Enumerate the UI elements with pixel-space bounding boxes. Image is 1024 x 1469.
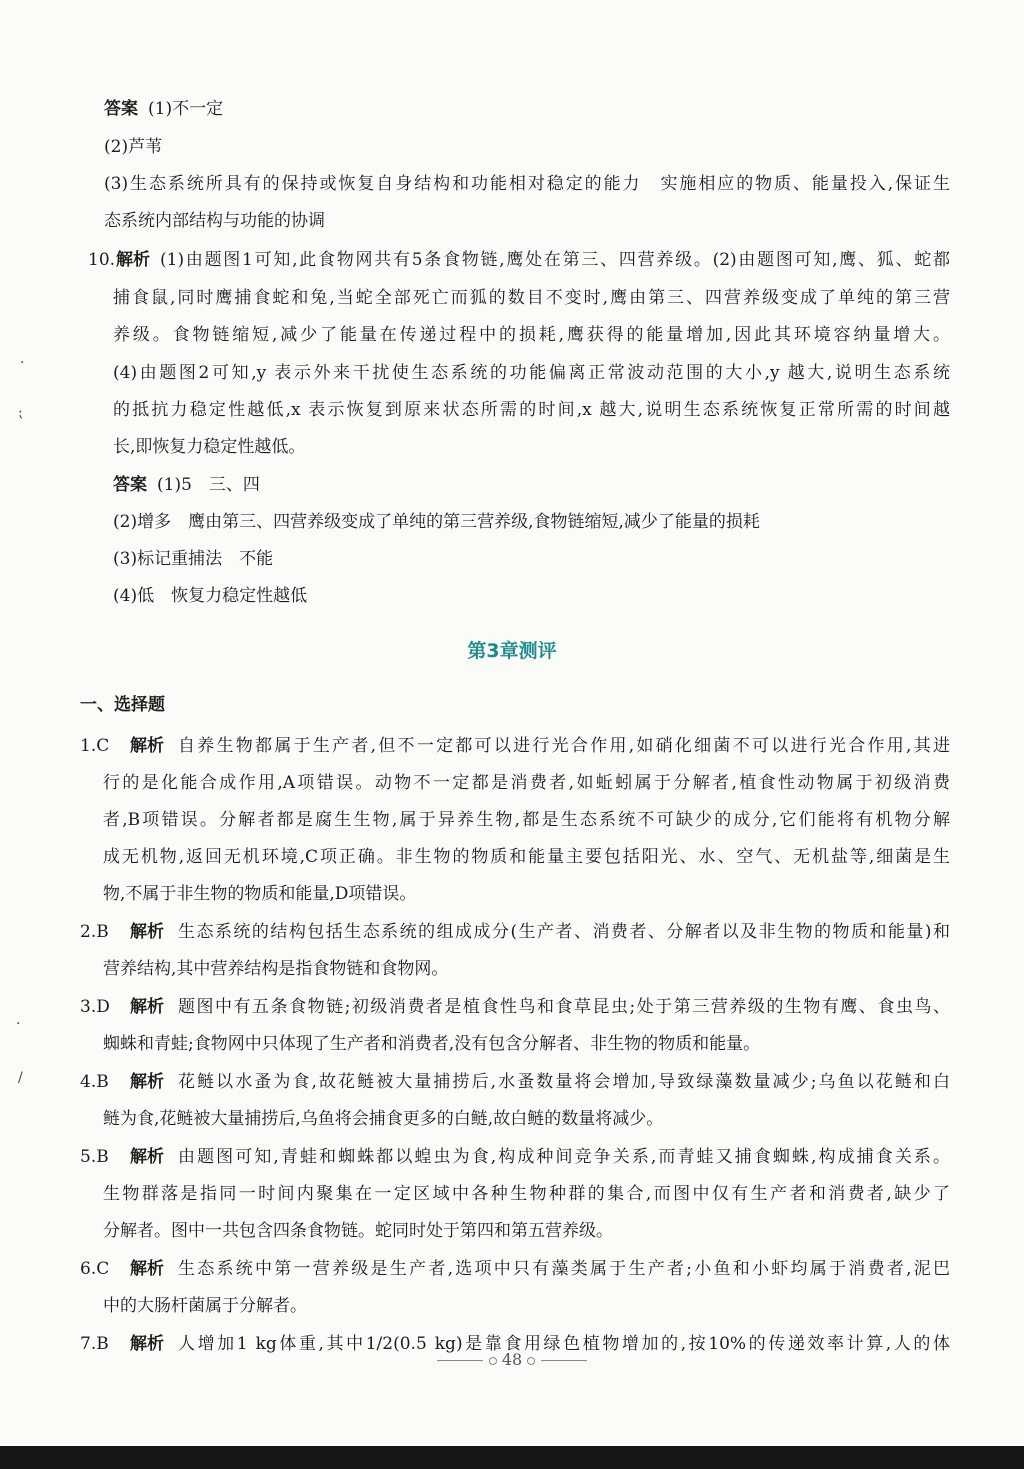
analysis-line: (4)由题图2可知,y 表示外来干扰使生态系统的功能偏离正常波动范围的大小,y 越大,说明生态系统 (113, 363, 950, 383)
scan-edge-bar (0, 1446, 1024, 1469)
answer-line: (3)标记重捕法 不能 (113, 549, 274, 569)
answer-line: 态系统内部结构与功能的协调 (104, 211, 325, 231)
item-number: 7.B (80, 1334, 109, 1354)
answer-line: (3)生态系统所具有的保持或恢复自身结构和功能相对稳定的能力 实施相应的物质、能量投入,保证生 (104, 174, 950, 194)
scan-speck: ⁏ (18, 405, 23, 421)
item-number: 6.C (80, 1259, 110, 1279)
item-number: 2.B (80, 922, 109, 942)
item-number: 4.B (80, 1072, 109, 1092)
analysis-line: 蜘蛛和青蛙;食物网中只体现了生产者和消费者,没有包含分解者、非生物的物质和能量。 (103, 1034, 761, 1054)
scan-speck: · (16, 1016, 21, 1032)
analysis-line: 人增加1 kg体重,其中1/2(0.5 kg)是靠食用绿色植物增加的,按10%的传递效率计算,人的体 (178, 1334, 950, 1354)
analysis-label: 解析 (130, 736, 164, 756)
analysis-label: 解析 (130, 1147, 164, 1167)
item-number: 3.D (80, 997, 110, 1017)
analysis-line: 生态系统中第一营养级是生产者,选项中只有藻类属于生产者;小鱼和小虾均属于消费者,泥巴 (178, 1259, 950, 1279)
analysis-line: (1)由题图1可知,此食物网共有5条食物链,鹰处在第三、四营养级。(2)由题图可知,鹰、狐、蛇都 (160, 250, 950, 270)
analysis-label: 解析 (116, 250, 150, 270)
analysis-line: 分解者。图中一共包含四条食物链。蛇同时处于第四和第五营养级。 (103, 1221, 613, 1241)
analysis-label: 解析 (130, 1072, 164, 1092)
analysis-line: 长,即恢复力稳定性越低。 (113, 437, 306, 457)
analysis-line: 物,不属于非生物的物质和能量,D项错误。 (103, 884, 417, 904)
scan-speck: · (20, 355, 25, 371)
answer-line: (4)低 恢复力稳定性越低 (113, 586, 308, 606)
analysis-line: 者,B项错误。分解者都是腐生生物,属于异养生物,都是生态系统不可缺少的成分,它们能将有机物分解 (103, 810, 950, 830)
chapter-title: 第3章测评 (467, 640, 557, 662)
page-footer (0, 1350, 1024, 1369)
analysis-line: 生物群落是指同一时间内聚集在一定区域中各种生物种群的集合,而图中仅有生产者和消费者,缺少了 (103, 1184, 950, 1204)
analysis-label: 解析 (130, 1334, 164, 1354)
page-number: 48 (501, 1350, 523, 1369)
analysis-line: 生态系统的结构包括生态系统的组成成分(生产者、消费者、分解者以及非生物的物质和能量)和 (178, 922, 950, 942)
answer-line: (2)增多 鹰由第三、四营养级变成了单纯的第三营养级,食物链缩短,减少了能量的损耗 (113, 512, 760, 532)
analysis-line: 题图中有五条食物链;初级消费者是植食性鸟和食草昆虫;处于第三营养级的生物有鹰、食虫鸟、 (178, 997, 950, 1017)
item-number: 1.C (80, 736, 110, 756)
scan-speck: / (18, 1070, 23, 1086)
analysis-line: 捕食鼠,同时鹰捕食蛇和兔,当蛇全部死亡而狐的数目不变时,鹰由第三、四营养级变成了单纯的第三营 (113, 288, 950, 308)
analysis-line: 由题图可知,青蛙和蜘蛛都以蝗虫为食,构成种间竞争关系,而青蛙又捕食蜘蛛,构成捕食关系。 (178, 1147, 950, 1167)
section-title: 一、选择题 (80, 695, 165, 715)
analysis-label: 解析 (130, 922, 164, 942)
answer-line: (1)5 三、四 (157, 475, 260, 495)
item-number: 5.B (80, 1147, 109, 1167)
footer-rule (437, 1360, 483, 1361)
analysis-line: 成无机物,返回无机环境,C项正确。非生物的物质和能量主要包括阳光、水、空气、无机盐等,细菌是生 (103, 847, 950, 867)
footer-rule (541, 1360, 587, 1361)
analysis-line: 行的是化能合成作用,A项错误。动物不一定都是消费者,如蚯蚓属于分解者,植食性动物属于初级消费 (103, 773, 950, 793)
analysis-line: 鲢为食,花鲢被大量捕捞后,乌鱼将会捕食更多的白鲢,故白鲢的数量将减少。 (103, 1109, 664, 1129)
analysis-label: 解析 (130, 1259, 164, 1279)
analysis-line: 自养生物都属于生产者,但不一定都可以进行光合作用,如硝化细菌不可以进行光合作用,其进 (178, 736, 950, 756)
question-number: 10. (88, 250, 116, 270)
analysis-line: 养级。食物链缩短,减少了能量在传递过程中的损耗,鹰获得的能量增加,因此其环境容纳量增大。 (113, 325, 950, 345)
analysis-line: 花鲢以水蚤为食,故花鲢被大量捕捞后,水蚤数量将会增加,导致绿藻数量减少;乌鱼以花鲢和白 (178, 1072, 950, 1092)
analysis-line: 的抵抗力稳定性越低,x 表示恢复到原来状态所需的时间,x 越大,说明生态系统恢复正常所需的时间越 (113, 400, 950, 420)
analysis-line: 营养结构,其中营养结构是指食物链和食物网。 (103, 959, 449, 979)
answer-line: (1)不一定 (148, 99, 224, 119)
answer-label: 答案 (104, 99, 138, 119)
analysis-label: 解析 (130, 997, 164, 1017)
answer-line: (2)芦苇 (104, 137, 163, 157)
footer-dot (527, 1357, 535, 1365)
analysis-line: 中的大肠杆菌属于分解者。 (103, 1296, 307, 1316)
answer-label: 答案 (113, 475, 147, 495)
footer-dot (489, 1357, 497, 1365)
